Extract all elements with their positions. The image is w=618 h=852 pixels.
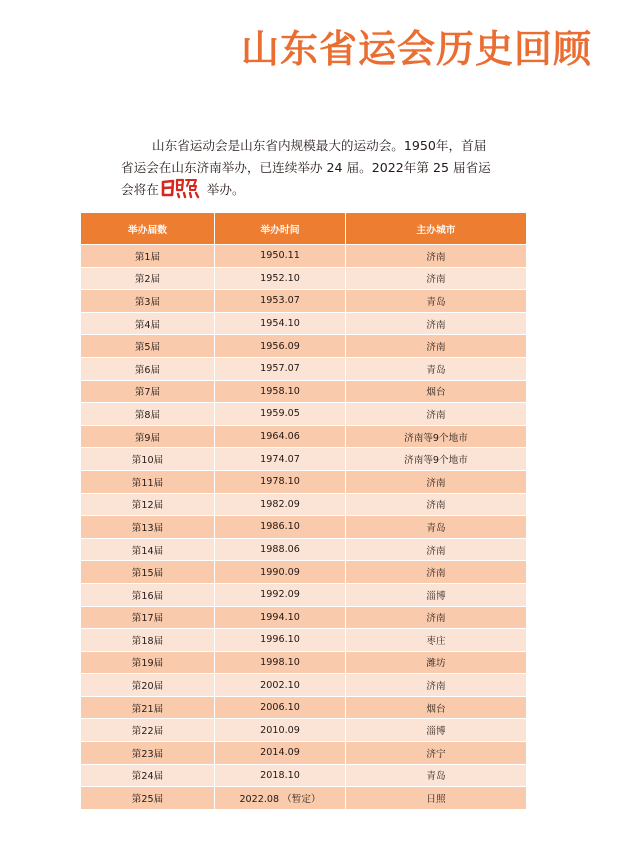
cell-edition: 第15届 (81, 561, 215, 584)
table-row (81, 403, 527, 426)
table-row (81, 357, 527, 380)
cell-edition: 第5届 (81, 335, 215, 358)
table-row (81, 719, 527, 742)
cell-host-city: 青岛 (346, 290, 527, 313)
cell-host-city: 济宁 (346, 742, 527, 765)
intro-paragraph (121, 135, 493, 201)
cell-edition: 第11届 (81, 470, 215, 493)
cell-host-city: 济南 (346, 538, 527, 561)
table-row (81, 606, 527, 629)
cell-date: 1953.07 (215, 290, 346, 313)
cell-edition: 第12届 (81, 493, 215, 516)
cell-host-city: 济南 (346, 674, 527, 697)
cell-edition: 第21届 (81, 696, 215, 719)
cell-edition: 第24届 (81, 764, 215, 787)
cell-host-city: 济南等9个地市 (346, 448, 527, 471)
table-row (81, 470, 527, 493)
cell-host-city: 济南 (346, 245, 527, 268)
cell-host-city: 济南等9个地市 (346, 425, 527, 448)
intro-text-after: 举办。 (206, 182, 245, 197)
cell-date: 1959.05 (215, 403, 346, 426)
games-history-table (80, 212, 527, 810)
table-row (81, 787, 527, 810)
cell-edition: 第6届 (81, 357, 215, 380)
cell-date: 2022.08 （暂定） (215, 787, 346, 810)
cell-edition: 第1届 (81, 245, 215, 268)
cell-date: 1956.09 (215, 335, 346, 358)
cell-date: 2010.09 (215, 719, 346, 742)
header-edition: 举办届数 (81, 213, 215, 245)
cell-date: 1952.10 (215, 267, 346, 290)
cell-date: 1988.06 (215, 538, 346, 561)
cell-edition: 第2届 (81, 267, 215, 290)
cell-edition: 第13届 (81, 516, 215, 539)
cell-host-city: 淄博 (346, 583, 527, 606)
cell-host-city: 济南 (346, 267, 527, 290)
cell-date: 2014.09 (215, 742, 346, 765)
cell-host-city: 济南 (346, 606, 527, 629)
cell-edition: 第18届 (81, 629, 215, 652)
cell-host-city: 济南 (346, 561, 527, 584)
header-date: 举办时间 (215, 213, 346, 245)
table-row (81, 335, 527, 358)
table-row (81, 290, 527, 313)
cell-date: 1964.06 (215, 425, 346, 448)
cell-host-city: 济南 (346, 312, 527, 335)
table-row (81, 561, 527, 584)
table-row (81, 674, 527, 697)
cell-date: 1998.10 (215, 651, 346, 674)
table-row (81, 651, 527, 674)
cell-edition: 第8届 (81, 403, 215, 426)
cell-date: 1954.10 (215, 312, 346, 335)
table-row (81, 516, 527, 539)
cell-edition: 第9届 (81, 425, 215, 448)
cell-edition: 第25届 (81, 787, 215, 810)
table-row (81, 764, 527, 787)
cell-edition: 第10届 (81, 448, 215, 471)
page-title: 山东省运会历史回顾 (240, 27, 592, 71)
table-row (81, 742, 527, 765)
cell-host-city: 烟台 (346, 696, 527, 719)
cell-date: 1994.10 (215, 606, 346, 629)
table-row (81, 493, 527, 516)
cell-date: 2006.10 (215, 696, 346, 719)
table-row (81, 538, 527, 561)
cell-edition: 第23届 (81, 742, 215, 765)
cell-host-city: 济南 (346, 403, 527, 426)
intro-text-before: 山东省运动会是山东省内规模最大的运动会。1950年，首届省运会在山东济南举办，已连续举办 24 届。2022年第 25 届省运会将在 (121, 138, 491, 197)
cell-date: 1957.07 (215, 357, 346, 380)
cell-host-city: 济南 (346, 470, 527, 493)
cell-date: 1982.09 (215, 493, 346, 516)
cell-edition: 第22届 (81, 719, 215, 742)
table-row (81, 245, 527, 268)
header-host-city: 主办城市 (346, 213, 527, 245)
table-row (81, 312, 527, 335)
cell-host-city: 青岛 (346, 764, 527, 787)
table-row (81, 583, 527, 606)
cell-date: 1974.07 (215, 448, 346, 471)
cell-date: 2018.10 (215, 764, 346, 787)
cell-edition: 第4届 (81, 312, 215, 335)
cell-date: 1986.10 (215, 516, 346, 539)
cell-date: 1990.09 (215, 561, 346, 584)
cell-host-city: 济南 (346, 335, 527, 358)
cell-date: 1978.10 (215, 470, 346, 493)
cell-edition: 第17届 (81, 606, 215, 629)
cell-host-city: 青岛 (346, 357, 527, 380)
table-row (81, 380, 527, 403)
cell-edition: 第7届 (81, 380, 215, 403)
cell-host-city: 济南 (346, 493, 527, 516)
cell-host-city: 潍坊 (346, 651, 527, 674)
cell-date: 1958.10 (215, 380, 346, 403)
cell-host-city: 淄博 (346, 719, 527, 742)
cell-host-city: 烟台 (346, 380, 527, 403)
table-row (81, 267, 527, 290)
cell-host-city: 日照 (346, 787, 527, 810)
cell-date: 2002.10 (215, 674, 346, 697)
cell-edition: 第16届 (81, 583, 215, 606)
cell-edition: 第19届 (81, 651, 215, 674)
table-row (81, 448, 527, 471)
cell-edition: 第14届 (81, 538, 215, 561)
table-body (81, 245, 527, 810)
cell-date: 1992.09 (215, 583, 346, 606)
cell-date: 1996.10 (215, 629, 346, 652)
rizhao-calligraphy-logo (160, 177, 206, 199)
cell-host-city: 枣庄 (346, 629, 527, 652)
table-row (81, 425, 527, 448)
table-row (81, 696, 527, 719)
cell-host-city: 青岛 (346, 516, 527, 539)
cell-edition: 第3届 (81, 290, 215, 313)
cell-edition: 第20届 (81, 674, 215, 697)
table-header-row (81, 213, 527, 245)
cell-date: 1950.11 (215, 245, 346, 268)
table-row (81, 629, 527, 652)
